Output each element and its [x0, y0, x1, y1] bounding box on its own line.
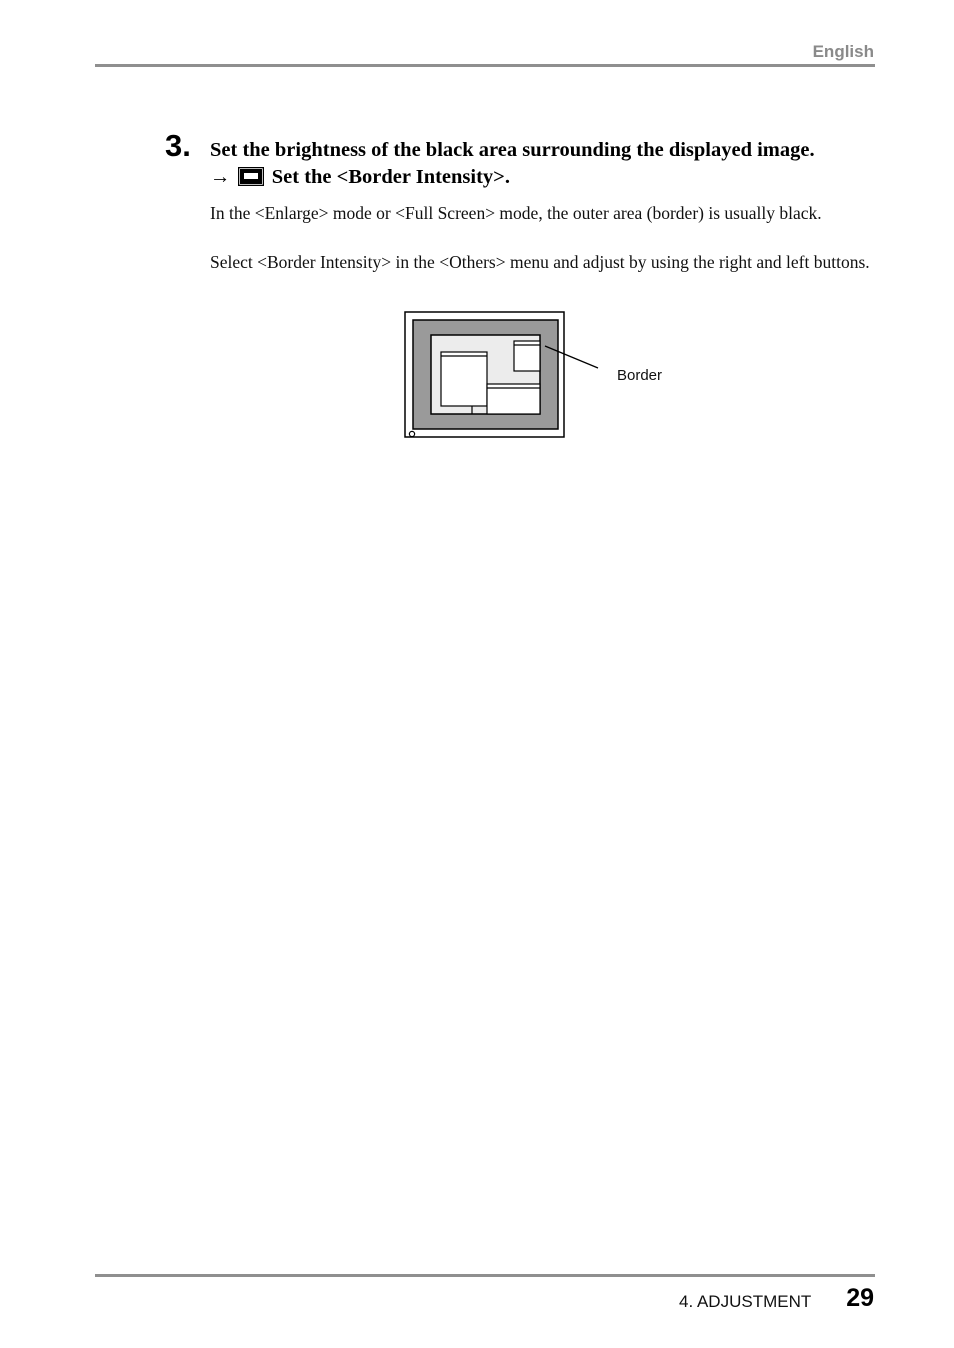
- border-label: Border: [617, 367, 663, 384]
- body-paragraph-1: In the <Enlarge> mode or <Full Screen> mode, the outer area (border) is usually black.: [210, 203, 822, 223]
- body-paragraph-2: Select <Border Intensity> in the <Others> menu and adjust by using the right and left buttons.: [210, 252, 870, 272]
- arrow-glyph: →: [210, 166, 231, 188]
- footer-section-title: 4. ADJUSTMENT: [679, 1292, 812, 1311]
- step-heading-line2: [210, 164, 890, 191]
- footer-divider: [95, 1274, 875, 1277]
- header-divider: [95, 64, 875, 67]
- step-heading-line1: Set the brightness of the black area surrounding the displayed image.: [210, 139, 815, 161]
- page-number: 29: [846, 1284, 874, 1312]
- step-heading: [210, 137, 890, 191]
- power-indicator: [409, 431, 414, 436]
- step-number: 3.: [165, 128, 191, 163]
- language-label: English: [812, 42, 874, 61]
- image-window-left: [441, 352, 487, 406]
- step-heading-line2-text: Set the <Border Intensity>.: [271, 166, 510, 188]
- screen-menu-icon: [238, 167, 264, 186]
